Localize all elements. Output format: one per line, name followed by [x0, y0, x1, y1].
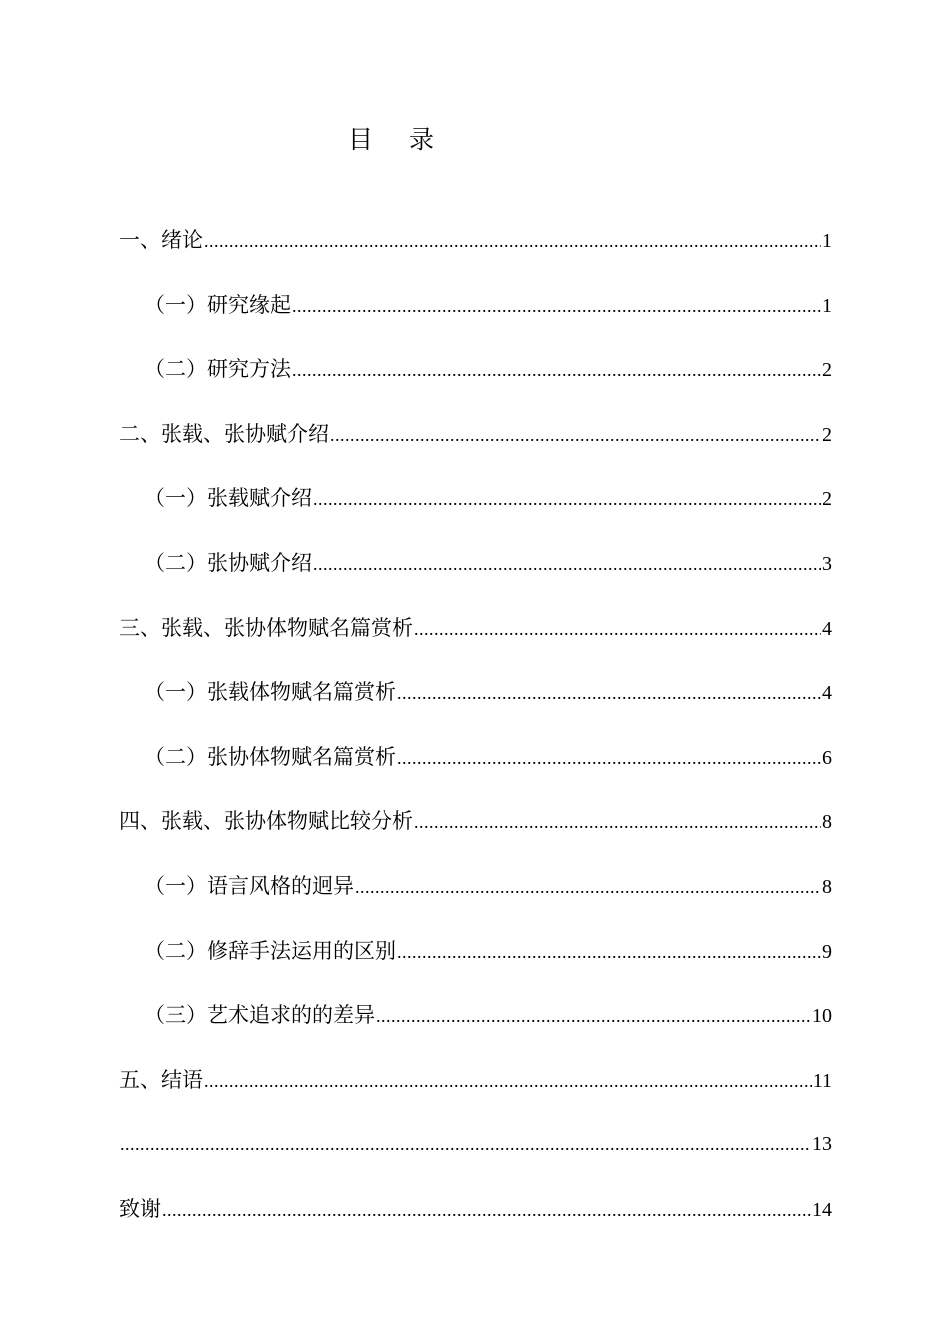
toc-entry-label: 致谢 [119, 1196, 161, 1221]
toc-entry-page: 14 [812, 1198, 832, 1221]
toc-entry-label: 二、张载、张协赋介绍 [119, 421, 329, 446]
toc-dot-leader [397, 672, 821, 714]
toc-entry[interactable] [119, 1059, 832, 1124]
toc-entry[interactable] [119, 1123, 832, 1188]
toc-entry-label: （一）张载体物赋名篇赏析 [144, 680, 396, 705]
toc-entry-page: 2 [822, 423, 832, 446]
toc-entry[interactable] [119, 1188, 832, 1253]
toc-entry[interactable] [119, 284, 832, 349]
toc-entry-page: 1 [822, 294, 832, 317]
toc-dot-leader [397, 931, 821, 973]
toc-entry-page: 3 [822, 552, 832, 575]
toc-entry-page: 4 [822, 682, 832, 705]
toc-entry-page: 2 [822, 359, 832, 382]
toc-title: 目 录 [348, 125, 448, 154]
toc-dot-leader [376, 995, 811, 1037]
toc-entry[interactable] [119, 542, 832, 607]
toc-entry[interactable] [119, 219, 832, 284]
toc-entry[interactable] [119, 348, 832, 413]
toc-dot-leader [313, 543, 821, 585]
toc-entry-label: （一）张载赋介绍 [144, 486, 312, 511]
toc-entry-page: 8 [822, 875, 832, 898]
toc-entry-page: 10 [812, 1005, 832, 1028]
toc-entry[interactable] [119, 736, 832, 801]
table-of-contents [119, 219, 832, 1253]
toc-entry[interactable] [119, 865, 832, 930]
toc-entry-page: 8 [822, 811, 832, 834]
toc-dot-leader [414, 801, 821, 843]
toc-entry[interactable] [119, 671, 832, 736]
toc-entry[interactable] [119, 994, 832, 1059]
toc-entry-page: 9 [822, 940, 832, 963]
toc-dot-leader [397, 737, 821, 779]
toc-entry-page: 2 [822, 488, 832, 511]
toc-dot-leader [204, 1060, 812, 1102]
toc-entry-label: 五、结语 [119, 1067, 203, 1092]
toc-entry[interactable] [119, 800, 832, 865]
toc-dot-leader [120, 1123, 811, 1165]
toc-entry[interactable] [119, 930, 832, 995]
toc-entry-label: （二）张协赋介绍 [144, 550, 312, 575]
toc-entry-label: （一）研究缘起 [144, 292, 291, 317]
toc-dot-leader [292, 285, 821, 327]
toc-dot-leader [204, 220, 821, 262]
toc-entry[interactable] [119, 413, 832, 478]
toc-dot-leader [162, 1189, 811, 1231]
toc-entry-page: 11 [812, 1069, 832, 1092]
toc-entry-page: 4 [822, 617, 832, 640]
toc-dot-leader [414, 608, 821, 650]
toc-entry[interactable] [119, 607, 832, 672]
toc-entry-page: 6 [822, 746, 832, 769]
toc-dot-leader [355, 866, 821, 908]
toc-entry-label: （二）修辞手法运用的区别 [144, 938, 396, 963]
toc-dot-leader [292, 349, 821, 391]
toc-entry-label: 三、张载、张协体物赋名篇赏析 [119, 615, 413, 640]
toc-entry-label: （二）张协体物赋名篇赏析 [144, 744, 396, 769]
toc-entry-label: （二）研究方法 [144, 357, 291, 382]
toc-dot-leader [330, 414, 821, 456]
toc-entry-label: 一、绪论 [119, 228, 203, 252]
toc-entry-page: 1 [822, 230, 832, 252]
toc-entry-label: （一）语言风格的迥异 [144, 873, 354, 898]
toc-entry-label: （三）艺术追求的的差异 [144, 1003, 375, 1028]
toc-entry-label: 四、张载、张协体物赋比较分析 [119, 809, 413, 834]
toc-entry[interactable] [119, 477, 832, 542]
toc-dot-leader [313, 478, 821, 520]
toc-entry-page: 13 [812, 1133, 832, 1156]
